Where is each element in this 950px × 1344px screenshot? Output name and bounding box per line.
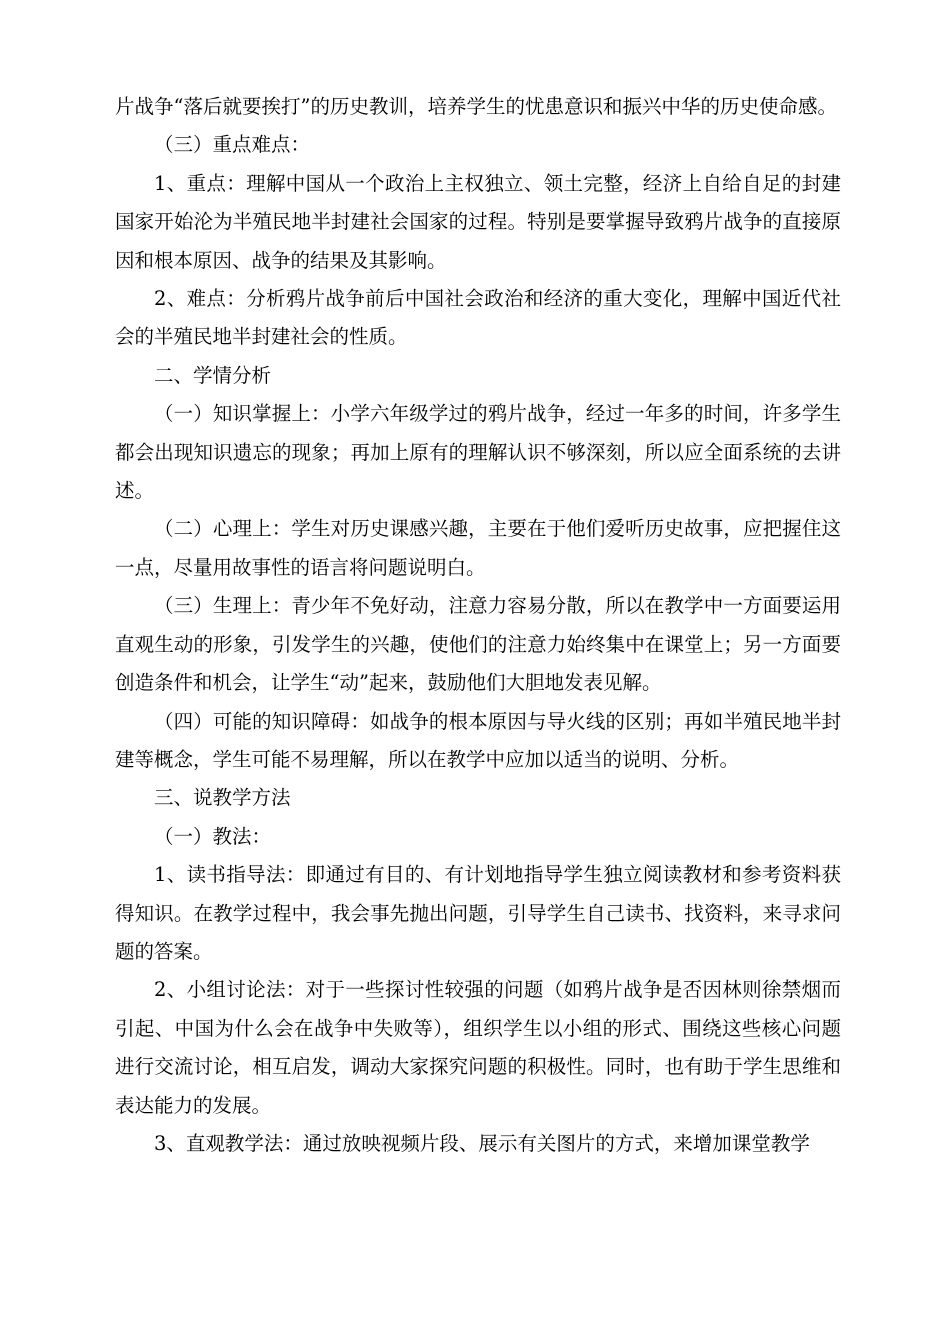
paragraph-visual-teaching: 3、直观教学法：通过放映视频片段、展示有关图片的方式，来增加课堂教学	[154, 1131, 810, 1155]
paragraph-physiology: （三）生理上：青少年不免好动，注意力容易分散，所以在教学中一方面要运用直观生动的形象，引发学生的兴趣，使他们的注意力始终集中在课堂上；另一方面要创造条件和机会，让学生“动”起来，鼓励他们大胆地发表见解。	[115, 594, 841, 695]
subheading-key-difficult-points: （三）重点难点：	[154, 133, 311, 157]
paragraph-continuation: 片战争“落后就要挨打”的历史教训，培养学生的忧患意识和振兴中华的历史使命感。	[115, 95, 837, 118]
paragraph-reading-guidance: 1、读书指导法：即通过有目的、有计划地指导学生独立阅读教材和参考资料获得知识。在教学过程中，我会事先抛出问题，引导学生自己读书、找资料，来寻求问题的答案。	[115, 863, 841, 963]
paragraph-psychology: （二）心理上：学生对历史课感兴趣，主要在于他们爱听历史故事，应把握住这一点，尽量用故事性的语言将问题说明白。	[115, 517, 841, 579]
paragraph-difficult-point: 2、难点：分析鸦片战争前后中国社会政治和经济的重大变化，理解中国近代社会的半殖民地半封建社会的性质。	[115, 287, 841, 349]
paragraph-knowledge-mastery: （一）知识掌握上：小学六年级学过的鸦片战争，经过一年多的时间，许多学生都会出现知识遗忘的现象；再加上原有的理解认识不够深刻，所以应全面系统的去讲述。	[115, 402, 841, 503]
paragraph-group-discussion: 2、小组讨论法：对于一些探讨性较强的问题（如鸦片战争是否因林则徐禁烟而引起、中国为什么会在战争中失败等），组织学生以小组的形式、围绕这些核心问题进行交流讨论，相互启发，调动大家探究问题的积极性。同时，也有助于学生思维和表达能力的发展。	[115, 978, 841, 1117]
subheading-teaching-approach: （一）教法：	[154, 824, 272, 848]
document-body	[115, 88, 841, 1163]
paragraph-key-point: 1、重点：理解中国从一个政治上主权独立、领土完整，经济上自给自足的封建国家开始沦为半殖民地半封建社会国家的过程。特别是要掌握导致鸦片战争的直接原因和根本原因、战争的结果及其影响。	[115, 171, 841, 272]
heading-teaching-methods: 三、说教学方法	[154, 786, 291, 810]
heading-student-analysis: 二、学情分析	[154, 363, 272, 387]
paragraph-knowledge-obstacles: （四）可能的知识障碍：如战争的根本原因与导火线的区别；再如半殖民地半封建等概念，学生可能不易理解，所以在教学中应加以适当的说明、分析。	[115, 709, 841, 771]
